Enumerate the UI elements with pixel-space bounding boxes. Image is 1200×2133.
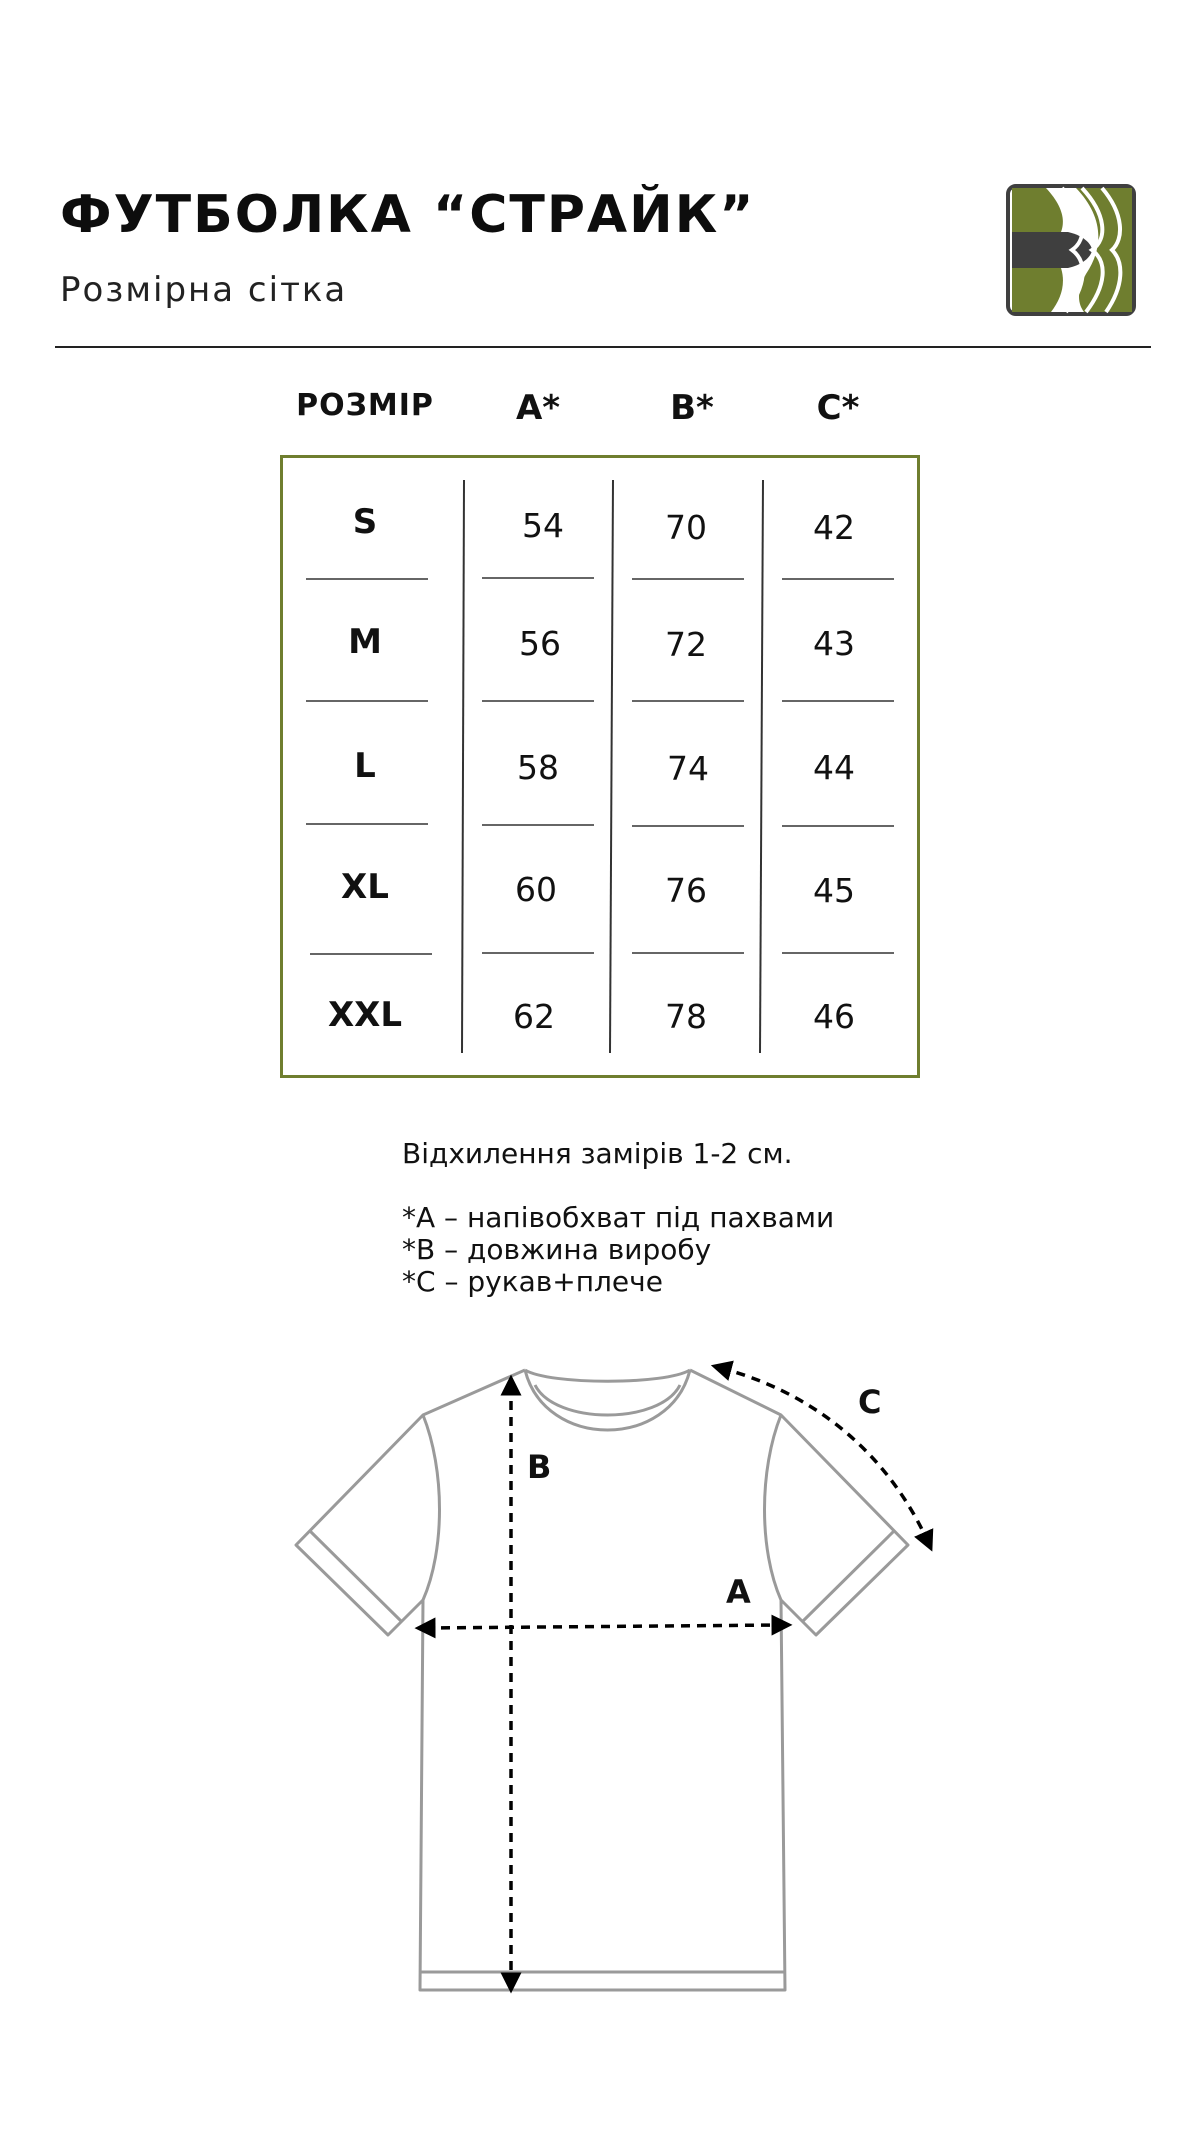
legend-a: *A – напівобхват під пахвами [402, 1201, 835, 1234]
table-cell-size: S [352, 502, 378, 542]
column-header-b: B* [670, 388, 714, 428]
table-cell-b: 76 [665, 871, 707, 910]
tshirt-outline-icon [296, 1370, 908, 1990]
header-divider [55, 346, 1151, 348]
table-cell-size: XL [341, 867, 389, 907]
page-title: ФУТБОЛКА “СТРАЙК” [60, 185, 756, 245]
table-cell-c: 44 [813, 748, 855, 787]
table-cell-b: 70 [665, 508, 707, 547]
column-header-size: РОЗМІР [296, 388, 434, 423]
measurement-notes [402, 1138, 1002, 1298]
tshirt-measurement-diagram [0, 1340, 1200, 2000]
page-subtitle: Розмірна сітка [60, 270, 348, 310]
table-cell-a: 62 [513, 997, 555, 1036]
column-header-a: A* [515, 388, 561, 428]
legend-b: *B – довжина виробу [402, 1233, 712, 1266]
table-cell-b: 72 [665, 625, 707, 664]
measure-line-a [425, 1625, 782, 1628]
column-header-c: C* [816, 388, 860, 428]
table-cell-b: 78 [665, 997, 707, 1036]
table-cell-b: 74 [667, 749, 709, 788]
table-cell-c: 45 [813, 871, 855, 910]
tolerance-note: Відхилення замірів 1-2 см. [402, 1137, 793, 1170]
table-cell-a: 54 [522, 506, 564, 545]
table-cell-a: 60 [515, 870, 557, 909]
table-cell-a: 58 [517, 748, 559, 787]
table-cell-size: L [354, 746, 376, 786]
dimension-label-c: C [858, 1383, 882, 1421]
table-cell-c: 43 [813, 624, 855, 663]
dimension-label-b: B [527, 1448, 552, 1486]
table-cell-size: XXL [327, 995, 403, 1035]
table-cell-size: M [348, 622, 382, 662]
table-cell-a: 56 [519, 624, 561, 663]
measure-line-c [721, 1368, 928, 1542]
brand-logo-icon [1006, 184, 1136, 316]
table-cell-c: 42 [813, 508, 855, 547]
legend-c: *C – рукав+плече [402, 1265, 663, 1298]
dimension-label-a: A [726, 1573, 751, 1611]
table-cell-c: 46 [813, 997, 855, 1036]
